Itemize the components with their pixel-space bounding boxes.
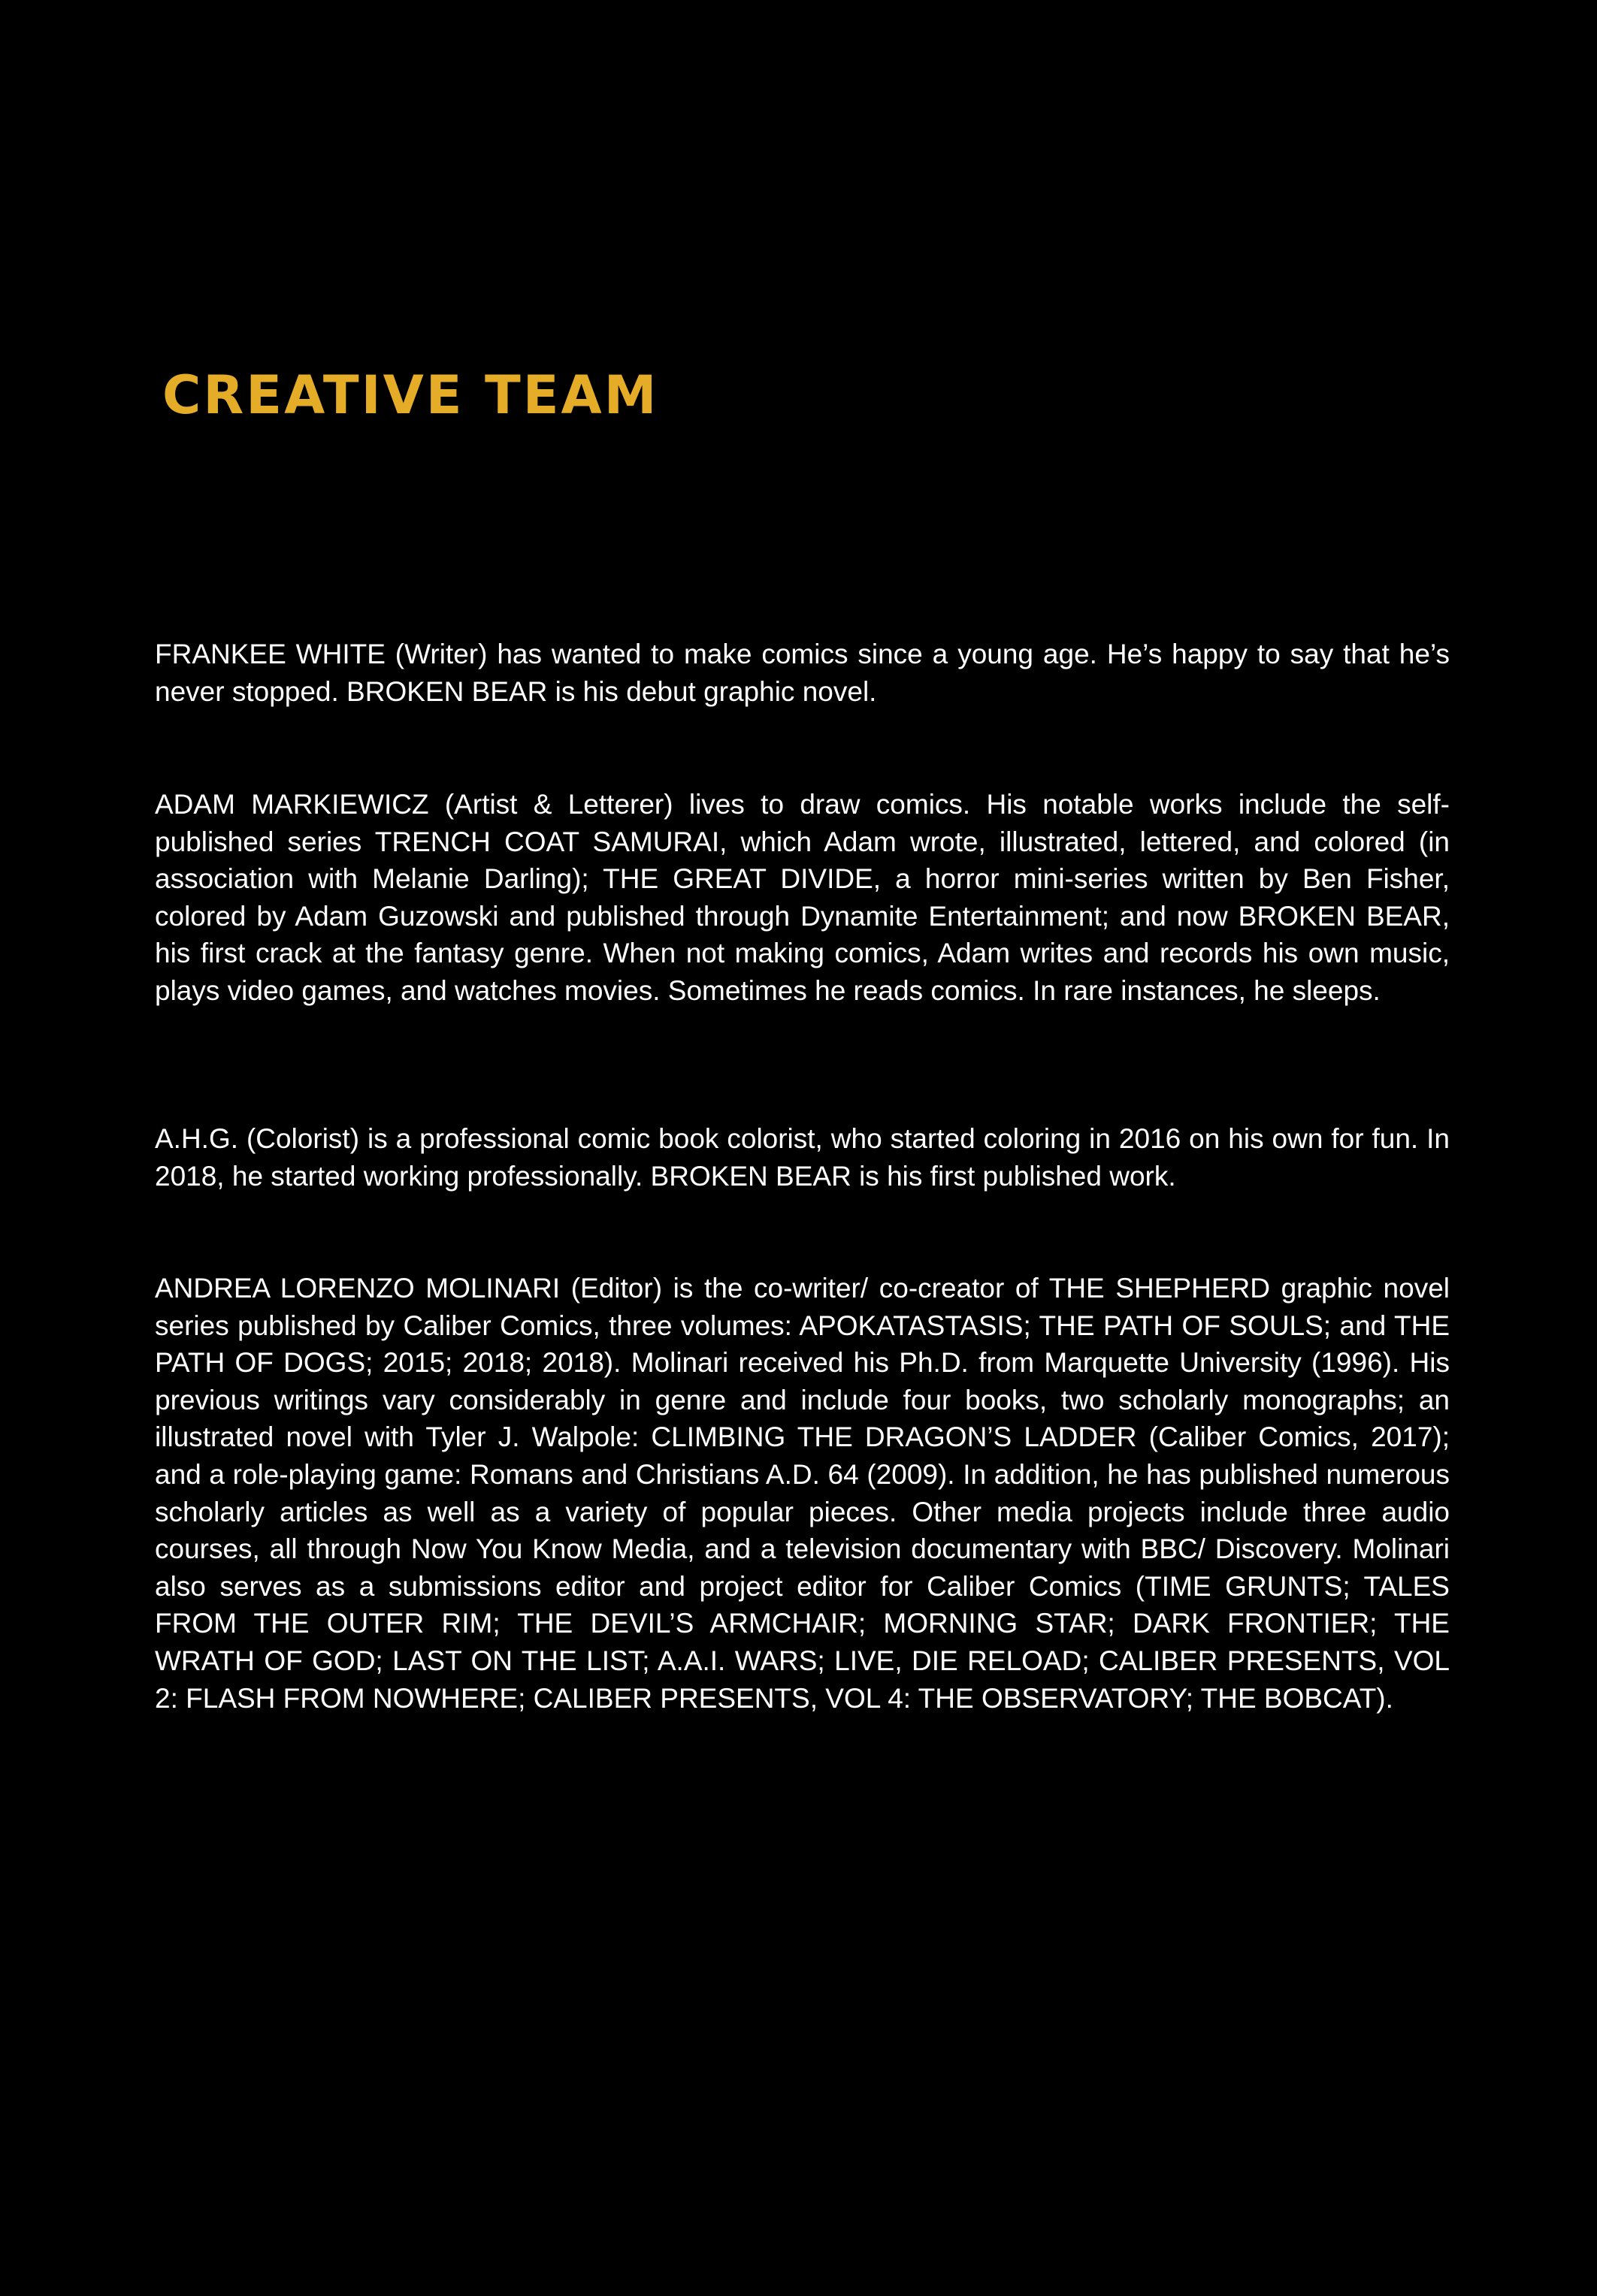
- bio-paragraph-artist: ADAM MARKIEWICZ (Artist & Letterer) lives to draw comics. His notable works include the self-published series TRENCH COAT SAMURAI, which Adam wrote, illustrated, lettered, and colored (in association with Melanie Darling); THE GREAT DIVIDE, a horror mini-series written by Ben Fisher, colored by Adam Guzowski and published through Dynamite Entertainment; and now BROKEN BEAR, his first crack at the fantasy genre. When not making comics, Adam writes and records his own music, plays video games, and watches movies. Sometimes he reads comics. In rare instances, he sleeps.: [155, 789, 1450, 1006]
- page-title: CREATIVE TEAM: [162, 364, 659, 426]
- bio-paragraph-writer: FRANKEE WHITE (Writer) has wanted to make comics since a young age. He’s happy to say that he’s never stopped. BROKEN BEAR is his debut graphic novel.: [155, 639, 1450, 707]
- bio-paragraph-editor: ANDREA LORENZO MOLINARI (Editor) is the co-writer/ co-creator of THE SHEPHERD graphic novel series published by Caliber Comics, three volumes: APOKATASTASIS; THE PATH OF SOULS; and THE PATH OF DOGS; 2015; 2018; 2018). Molinari received his Ph.D. from Marquette University (1996). His previous writings vary considerably in genre and include four books, two scholarly monographs; an illustrated novel with Tyler J. Walpole: CLIMBING THE DRAGON’S LADDER (Caliber Comics, 2017); and a role-playing game: Romans and Christians A.D. 64 (2009). In addition, he has published numerous scholarly articles as well as a variety of popular pieces. Other media projects include three audio courses, all through Now You Know Media, and a television documentary with BBC/ Discovery. Molinari also serves as a submissions editor and project editor for Caliber Comics (TIME GRUNTS; TALES FROM THE OUTER RIM; THE DEVIL’S ARMCHAIR; MORNING STAR; DARK FRONTIER; THE WRATH OF GOD; LAST ON THE LIST; A.A.I. WARS; LIVE, DIE RELOAD; CALIBER PRESENTS, VOL 2: FLASH FROM NOWHERE; CALIBER PRESENTS, VOL 4: THE OBSERVATORY; THE BOBCAT).: [155, 1273, 1450, 1714]
- bio-paragraph-colorist: A.H.G. (Colorist) is a professional comic book colorist, who started coloring in 2016 on his own for fun. In 2018, he started working professionally. BROKEN BEAR is his first published work.: [155, 1123, 1450, 1192]
